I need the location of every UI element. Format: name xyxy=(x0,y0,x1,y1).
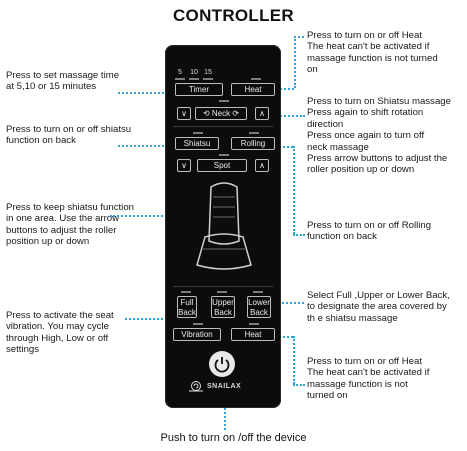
timer-led xyxy=(175,78,185,80)
button-label: Back xyxy=(214,308,232,317)
note-line: th e shiatsu massage xyxy=(307,312,398,324)
spot-note xyxy=(6,202,134,248)
rolling-note xyxy=(307,220,431,243)
connector-line xyxy=(293,234,305,236)
note-line: Press arrow buttons to adjust the xyxy=(307,153,448,165)
timer-led xyxy=(203,78,213,80)
note-line: buttons to adjust the roller xyxy=(6,224,117,236)
vibration-note xyxy=(6,310,114,356)
button-label: Back xyxy=(178,308,196,317)
remote-controller xyxy=(165,45,281,408)
connector-line xyxy=(293,336,295,384)
note-line: Select Full ,Upper or Lower Back, xyxy=(307,290,450,301)
timer-button[interactable]: Timer xyxy=(175,83,223,96)
rolling-button[interactable]: Rolling xyxy=(231,137,275,150)
power-button[interactable] xyxy=(209,351,235,377)
note-line: Press to turn on or off shiatsu xyxy=(6,124,132,135)
area-note xyxy=(307,290,450,324)
button-label: Full xyxy=(180,298,194,307)
connector-line xyxy=(277,115,305,117)
heat-top-note xyxy=(307,30,438,76)
note-line: on xyxy=(307,64,318,76)
note-line: Press again to shift rotation xyxy=(307,107,424,119)
note-line: Press once again to turn off xyxy=(307,130,425,142)
note-line: Press to turn on Shiatsu massage xyxy=(307,96,451,107)
timer-led xyxy=(189,78,199,80)
neck-up-button[interactable]: ∧ xyxy=(255,107,269,120)
button-label: Lower xyxy=(248,298,270,307)
neck-down-button[interactable]: ∨ xyxy=(177,107,191,120)
note-line: through High, Low or off xyxy=(6,332,109,344)
connector-line xyxy=(294,36,296,88)
note-line: Press to set massage time xyxy=(6,70,120,81)
heat-bottom-note xyxy=(307,356,429,402)
spot-button[interactable]: Spot xyxy=(197,159,247,172)
note-line: position up or down xyxy=(6,236,90,248)
rotate-icon: ⟳ xyxy=(232,109,240,118)
note-line: massage function is not xyxy=(307,378,408,390)
footer-caption: Push to turn on /off the device xyxy=(160,432,307,444)
rolling-led xyxy=(249,132,259,134)
lower-back-led xyxy=(253,291,263,293)
page-title: CONTROLLER xyxy=(172,6,295,25)
connector-line xyxy=(294,36,304,38)
spot-led xyxy=(219,154,229,156)
note-line: direction xyxy=(307,118,344,130)
button-label: Back xyxy=(250,308,268,317)
vibration-led xyxy=(193,323,203,325)
connector-line xyxy=(293,146,295,234)
timer-note xyxy=(6,70,119,93)
vibration-button[interactable]: Vibration xyxy=(173,328,221,341)
connector-line xyxy=(293,384,305,386)
full-back-button[interactable] xyxy=(177,296,197,318)
button-label: Upper xyxy=(212,298,234,307)
brand-logo: SNAILAX xyxy=(207,383,242,390)
note-line: function on back xyxy=(307,231,377,243)
note-line: Press to turn on or off Heat xyxy=(307,30,423,41)
power-icon xyxy=(209,351,235,377)
note-line: Press to keep shiatsu function xyxy=(6,202,134,213)
heat2-button[interactable]: Heat xyxy=(231,328,275,341)
neck-led xyxy=(219,100,229,102)
note-line: function on back xyxy=(6,135,76,147)
timer-option-5: 5 xyxy=(178,69,182,76)
note-line: roller position up or down xyxy=(307,164,415,176)
note-line: settings xyxy=(6,344,40,356)
note-line: neck massage xyxy=(307,141,369,153)
note-line: massage function is not turned xyxy=(307,52,438,64)
timer-option-10: 10 xyxy=(190,69,198,76)
upper-back-button[interactable] xyxy=(211,296,235,318)
note-line: at 5,10 or 15 minutes xyxy=(6,81,97,93)
full-back-led xyxy=(181,291,191,293)
rotate-icon: ⟲ xyxy=(202,109,210,118)
note-line: vibration. You may cycle xyxy=(6,321,109,333)
timer-option-15: 15 xyxy=(204,69,212,76)
note-line: Press to turn on or off Rolling xyxy=(307,220,432,231)
shiatsu-led xyxy=(193,132,203,134)
note-line: The heat can't be activated if xyxy=(307,41,430,53)
divider xyxy=(173,286,273,287)
neck-note xyxy=(307,96,451,176)
heat-led xyxy=(251,78,261,80)
heat-button[interactable]: Heat xyxy=(231,83,275,96)
upper-back-led xyxy=(217,291,227,293)
note-line: to designate the area covered by xyxy=(307,301,447,313)
neck-label: Neck xyxy=(211,109,231,118)
note-line: in one area. Use the arrow xyxy=(6,213,120,225)
spot-up-button[interactable]: ∧ xyxy=(255,159,269,172)
neck-button[interactable] xyxy=(195,107,247,120)
divider xyxy=(173,126,273,127)
spot-down-button[interactable]: ∨ xyxy=(177,159,191,172)
heat2-led xyxy=(249,323,259,325)
shiatsu-button[interactable]: Shiatsu xyxy=(175,137,219,150)
massage-seat-icon xyxy=(189,179,259,283)
lower-back-button[interactable] xyxy=(247,296,271,318)
note-line: The heat can't be activated if xyxy=(307,367,430,379)
note-line: Press to activate the seat xyxy=(6,310,114,321)
note-line: turned on xyxy=(307,390,348,402)
snail-logo-icon xyxy=(187,379,205,393)
note-line: Press to turn on or off Heat xyxy=(307,356,423,367)
shiatsu-note xyxy=(6,124,131,147)
